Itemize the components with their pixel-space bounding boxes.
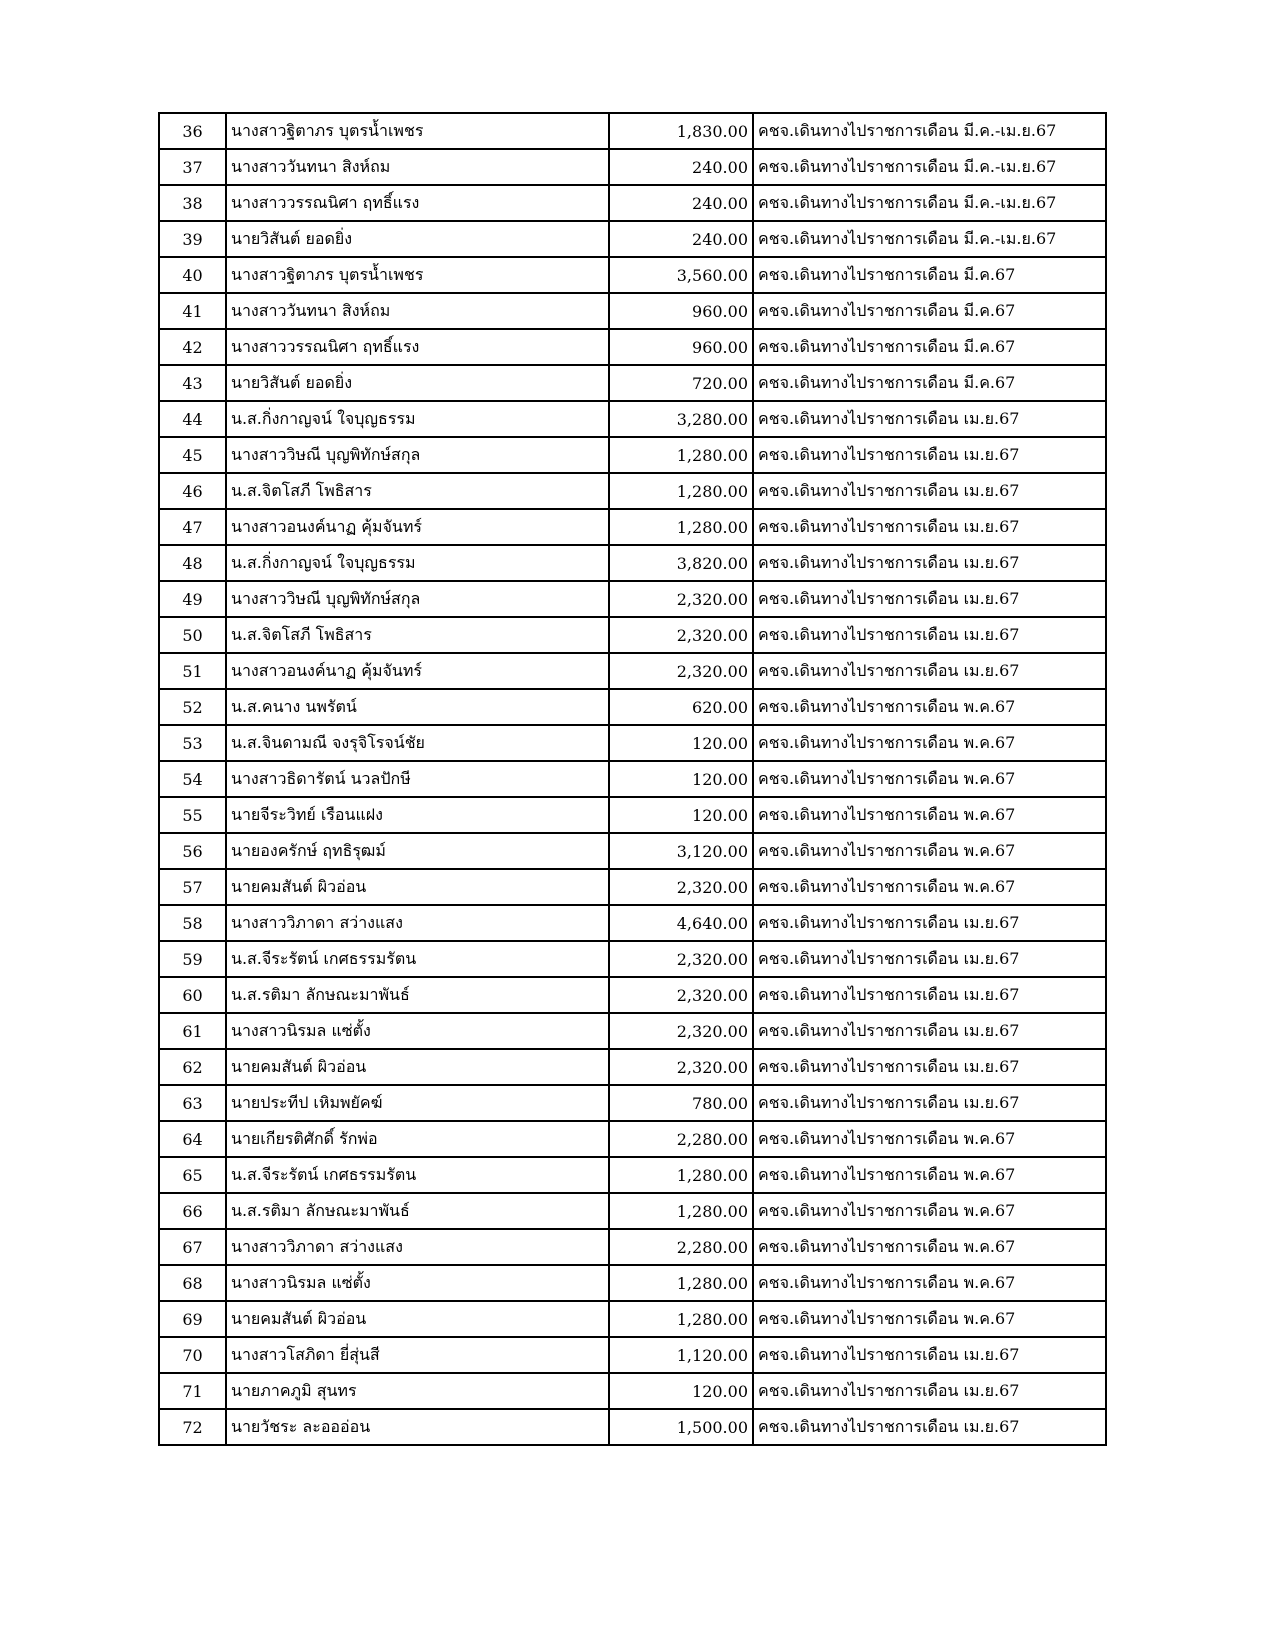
amount-cell: 1,280.00 (609, 1193, 753, 1229)
description-cell: คชจ.เดินทางไปราชการเดือน พ.ค.67 (753, 869, 1106, 905)
row-number-cell: 71 (159, 1373, 226, 1409)
row-number-cell: 65 (159, 1157, 226, 1193)
table-row (159, 113, 1106, 149)
row-number-cell: 60 (159, 977, 226, 1013)
name-cell: นางสาวอนงค์นาฏ คุ้มจันทร์ (226, 653, 609, 689)
row-number-cell: 72 (159, 1409, 226, 1445)
description-cell: คชจ.เดินทางไปราชการเดือน มี.ค.67 (753, 329, 1106, 365)
row-number-cell: 59 (159, 941, 226, 977)
description-cell: คชจ.เดินทางไปราชการเดือน พ.ค.67 (753, 833, 1106, 869)
amount-cell: 2,320.00 (609, 653, 753, 689)
row-number-cell: 49 (159, 581, 226, 617)
table-row (159, 617, 1106, 653)
name-cell: นายคมสันต์ ผิวอ่อน (226, 1049, 609, 1085)
amount-cell: 240.00 (609, 221, 753, 257)
description-cell: คชจ.เดินทางไปราชการเดือน เม.ย.67 (753, 653, 1106, 689)
description-cell: คชจ.เดินทางไปราชการเดือน พ.ค.67 (753, 1157, 1106, 1193)
name-cell: นางสาวอนงค์นาฏ คุ้มจันทร์ (226, 509, 609, 545)
table-row (159, 797, 1106, 833)
name-cell: น.ส.กิ่งกาญจน์ ใจบุญธรรม (226, 401, 609, 437)
row-number-cell: 50 (159, 617, 226, 653)
description-cell: คชจ.เดินทางไปราชการเดือน พ.ค.67 (753, 1193, 1106, 1229)
name-cell: น.ส.คนาง นพรัตน์ (226, 689, 609, 725)
name-cell: นางสาวฐิตาภร บุตรน้ำเพชร (226, 113, 609, 149)
row-number-cell: 42 (159, 329, 226, 365)
name-cell: นายคมสันต์ ผิวอ่อน (226, 869, 609, 905)
table-row (159, 869, 1106, 905)
table-row (159, 1013, 1106, 1049)
table-row (159, 977, 1106, 1013)
row-number-cell: 46 (159, 473, 226, 509)
row-number-cell: 70 (159, 1337, 226, 1373)
name-cell: น.ส.รติมา ลักษณะมาพันธ์ (226, 1193, 609, 1229)
table-row (159, 905, 1106, 941)
name-cell: น.ส.กิ่งกาญจน์ ใจบุญธรรม (226, 545, 609, 581)
name-cell: นายวิสันต์ ยอดยิ่ง (226, 365, 609, 401)
amount-cell: 120.00 (609, 1373, 753, 1409)
description-cell: คชจ.เดินทางไปราชการเดือน เม.ย.67 (753, 905, 1106, 941)
table-row (159, 473, 1106, 509)
description-cell: คชจ.เดินทางไปราชการเดือน เม.ย.67 (753, 1085, 1106, 1121)
description-cell: คชจ.เดินทางไปราชการเดือน เม.ย.67 (753, 437, 1106, 473)
table-row (159, 509, 1106, 545)
table-row (159, 185, 1106, 221)
name-cell: นายวิสันต์ ยอดยิ่ง (226, 221, 609, 257)
amount-cell: 2,320.00 (609, 581, 753, 617)
row-number-cell: 67 (159, 1229, 226, 1265)
amount-cell: 3,560.00 (609, 257, 753, 293)
row-number-cell: 37 (159, 149, 226, 185)
table-row (159, 1265, 1106, 1301)
table-row (159, 1337, 1106, 1373)
row-number-cell: 48 (159, 545, 226, 581)
name-cell: นายประทีป เหิมพยัคฆ์ (226, 1085, 609, 1121)
row-number-cell: 57 (159, 869, 226, 905)
name-cell: นายจีระวิทย์ เรือนแฝง (226, 797, 609, 833)
description-cell: คชจ.เดินทางไปราชการเดือน พ.ค.67 (753, 761, 1106, 797)
amount-cell: 2,280.00 (609, 1229, 753, 1265)
amount-cell: 120.00 (609, 797, 753, 833)
row-number-cell: 58 (159, 905, 226, 941)
amount-cell: 2,280.00 (609, 1121, 753, 1157)
table-row (159, 761, 1106, 797)
amount-cell: 240.00 (609, 149, 753, 185)
name-cell: นางสาวธิดารัตน์ นวลปักษี (226, 761, 609, 797)
amount-cell: 1,500.00 (609, 1409, 753, 1445)
table-row (159, 1157, 1106, 1193)
row-number-cell: 54 (159, 761, 226, 797)
name-cell: น.ส.รติมา ลักษณะมาพันธ์ (226, 977, 609, 1013)
description-cell: คชจ.เดินทางไปราชการเดือน มี.ค.67 (753, 257, 1106, 293)
description-cell: คชจ.เดินทางไปราชการเดือน เม.ย.67 (753, 473, 1106, 509)
description-cell: คชจ.เดินทางไปราชการเดือน มี.ค.-เม.ย.67 (753, 185, 1106, 221)
name-cell: น.ส.จีระรัตน์ เกศธรรมรัตน (226, 941, 609, 977)
row-number-cell: 51 (159, 653, 226, 689)
description-cell: คชจ.เดินทางไปราชการเดือน เม.ย.67 (753, 1409, 1106, 1445)
row-number-cell: 38 (159, 185, 226, 221)
row-number-cell: 36 (159, 113, 226, 149)
table-row (159, 437, 1106, 473)
row-number-cell: 47 (159, 509, 226, 545)
row-number-cell: 62 (159, 1049, 226, 1085)
amount-cell: 1,120.00 (609, 1337, 753, 1373)
table-row (159, 1229, 1106, 1265)
description-cell: คชจ.เดินทางไปราชการเดือน เม.ย.67 (753, 509, 1106, 545)
name-cell: น.ส.จีระรัตน์ เกศธรรมรัตน (226, 1157, 609, 1193)
description-cell: คชจ.เดินทางไปราชการเดือน เม.ย.67 (753, 941, 1106, 977)
row-number-cell: 63 (159, 1085, 226, 1121)
name-cell: นางสาววันทนา สิงห์ถม (226, 293, 609, 329)
amount-cell: 2,320.00 (609, 869, 753, 905)
name-cell: นางสาววรรณนิศา ฤทธิ์แรง (226, 329, 609, 365)
table-row (159, 293, 1106, 329)
description-cell: คชจ.เดินทางไปราชการเดือน พ.ค.67 (753, 689, 1106, 725)
row-number-cell: 64 (159, 1121, 226, 1157)
description-cell: คชจ.เดินทางไปราชการเดือน มี.ค.67 (753, 293, 1106, 329)
description-cell: คชจ.เดินทางไปราชการเดือน เม.ย.67 (753, 1013, 1106, 1049)
row-number-cell: 61 (159, 1013, 226, 1049)
amount-cell: 780.00 (609, 1085, 753, 1121)
row-number-cell: 40 (159, 257, 226, 293)
amount-cell: 3,120.00 (609, 833, 753, 869)
name-cell: นายเกียรติศักดิ์ รักพ่อ (226, 1121, 609, 1157)
amount-cell: 1,280.00 (609, 1157, 753, 1193)
table-row (159, 1193, 1106, 1229)
amount-cell: 2,320.00 (609, 977, 753, 1013)
description-cell: คชจ.เดินทางไปราชการเดือน เม.ย.67 (753, 1373, 1106, 1409)
row-number-cell: 55 (159, 797, 226, 833)
name-cell: นางสาวโสภิดา ยี่สุ่นสี (226, 1337, 609, 1373)
description-cell: คชจ.เดินทางไปราชการเดือน เม.ย.67 (753, 581, 1106, 617)
name-cell: นางสาววิษณี บุญพิทักษ์สกุล (226, 581, 609, 617)
table-row (159, 1085, 1106, 1121)
name-cell: นางสาวนิรมล แซ่ตั้ง (226, 1265, 609, 1301)
amount-cell: 960.00 (609, 329, 753, 365)
table-row (159, 689, 1106, 725)
description-cell: คชจ.เดินทางไปราชการเดือน เม.ย.67 (753, 617, 1106, 653)
amount-cell: 720.00 (609, 365, 753, 401)
amount-cell: 1,830.00 (609, 113, 753, 149)
row-number-cell: 68 (159, 1265, 226, 1301)
description-cell: คชจ.เดินทางไปราชการเดือน พ.ค.67 (753, 725, 1106, 761)
table-row (159, 581, 1106, 617)
name-cell: นางสาววิษณี บุญพิทักษ์สกุล (226, 437, 609, 473)
row-number-cell: 56 (159, 833, 226, 869)
row-number-cell: 43 (159, 365, 226, 401)
description-cell: คชจ.เดินทางไปราชการเดือน มี.ค.-เม.ย.67 (753, 113, 1106, 149)
row-number-cell: 39 (159, 221, 226, 257)
table-row (159, 401, 1106, 437)
table-row (159, 833, 1106, 869)
row-number-cell: 53 (159, 725, 226, 761)
amount-cell: 620.00 (609, 689, 753, 725)
description-cell: คชจ.เดินทางไปราชการเดือน พ.ค.67 (753, 1265, 1106, 1301)
amount-cell: 120.00 (609, 761, 753, 797)
table-row (159, 725, 1106, 761)
table-row (159, 149, 1106, 185)
name-cell: นางสาวนิรมล แซ่ตั้ง (226, 1013, 609, 1049)
name-cell: นางสาววิภาดา สว่างแสง (226, 905, 609, 941)
amount-cell: 3,280.00 (609, 401, 753, 437)
row-number-cell: 44 (159, 401, 226, 437)
description-cell: คชจ.เดินทางไปราชการเดือน มี.ค.-เม.ย.67 (753, 221, 1106, 257)
table-row (159, 1373, 1106, 1409)
amount-cell: 3,820.00 (609, 545, 753, 581)
table-row (159, 329, 1106, 365)
amount-cell: 960.00 (609, 293, 753, 329)
amount-cell: 1,280.00 (609, 473, 753, 509)
name-cell: น.ส.จินดามณี จงรุจิโรจน์ชัย (226, 725, 609, 761)
amount-cell: 2,320.00 (609, 617, 753, 653)
description-cell: คชจ.เดินทางไปราชการเดือน พ.ค.67 (753, 797, 1106, 833)
table-row (159, 545, 1106, 581)
expense-table-body (159, 113, 1106, 1445)
name-cell: นายคมสันต์ ผิวอ่อน (226, 1301, 609, 1337)
row-number-cell: 66 (159, 1193, 226, 1229)
amount-cell: 1,280.00 (609, 1301, 753, 1337)
name-cell: นางสาวฐิตาภร บุตรน้ำเพชร (226, 257, 609, 293)
name-cell: น.ส.จิตโสภี โพธิสาร (226, 617, 609, 653)
table-row (159, 257, 1106, 293)
table-row (159, 1301, 1106, 1337)
amount-cell: 2,320.00 (609, 941, 753, 977)
name-cell: นายวัชระ ละอออ่อน (226, 1409, 609, 1445)
name-cell: น.ส.จิตโสภี โพธิสาร (226, 473, 609, 509)
table-row (159, 221, 1106, 257)
amount-cell: 2,320.00 (609, 1049, 753, 1085)
description-cell: คชจ.เดินทางไปราชการเดือน มี.ค.67 (753, 365, 1106, 401)
name-cell: นางสาววรรณนิศา ฤทธิ์แรง (226, 185, 609, 221)
table-row (159, 1121, 1106, 1157)
amount-cell: 2,320.00 (609, 1013, 753, 1049)
row-number-cell: 69 (159, 1301, 226, 1337)
table-row (159, 365, 1106, 401)
row-number-cell: 52 (159, 689, 226, 725)
expense-table (158, 112, 1107, 1446)
row-number-cell: 45 (159, 437, 226, 473)
description-cell: คชจ.เดินทางไปราชการเดือน เม.ย.67 (753, 977, 1106, 1013)
table-row (159, 653, 1106, 689)
description-cell: คชจ.เดินทางไปราชการเดือน พ.ค.67 (753, 1301, 1106, 1337)
description-cell: คชจ.เดินทางไปราชการเดือน เม.ย.67 (753, 401, 1106, 437)
name-cell: นายองครักษ์ ฤทธิรุฒม์ (226, 833, 609, 869)
name-cell: นางสาววันทนา สิงห์ถม (226, 149, 609, 185)
table-row (159, 941, 1106, 977)
table-row (159, 1409, 1106, 1445)
amount-cell: 1,280.00 (609, 1265, 753, 1301)
amount-cell: 240.00 (609, 185, 753, 221)
amount-cell: 1,280.00 (609, 437, 753, 473)
table-row (159, 1049, 1106, 1085)
description-cell: คชจ.เดินทางไปราชการเดือน เม.ย.67 (753, 1049, 1106, 1085)
amount-cell: 4,640.00 (609, 905, 753, 941)
description-cell: คชจ.เดินทางไปราชการเดือน เม.ย.67 (753, 1337, 1106, 1373)
amount-cell: 120.00 (609, 725, 753, 761)
description-cell: คชจ.เดินทางไปราชการเดือน พ.ค.67 (753, 1121, 1106, 1157)
description-cell: คชจ.เดินทางไปราชการเดือน เม.ย.67 (753, 545, 1106, 581)
name-cell: นายภาคภูมิ สุนทร (226, 1373, 609, 1409)
row-number-cell: 41 (159, 293, 226, 329)
amount-cell: 1,280.00 (609, 509, 753, 545)
name-cell: นางสาววิภาดา สว่างแสง (226, 1229, 609, 1265)
description-cell: คชจ.เดินทางไปราชการเดือน พ.ค.67 (753, 1229, 1106, 1265)
description-cell: คชจ.เดินทางไปราชการเดือน มี.ค.-เม.ย.67 (753, 149, 1106, 185)
